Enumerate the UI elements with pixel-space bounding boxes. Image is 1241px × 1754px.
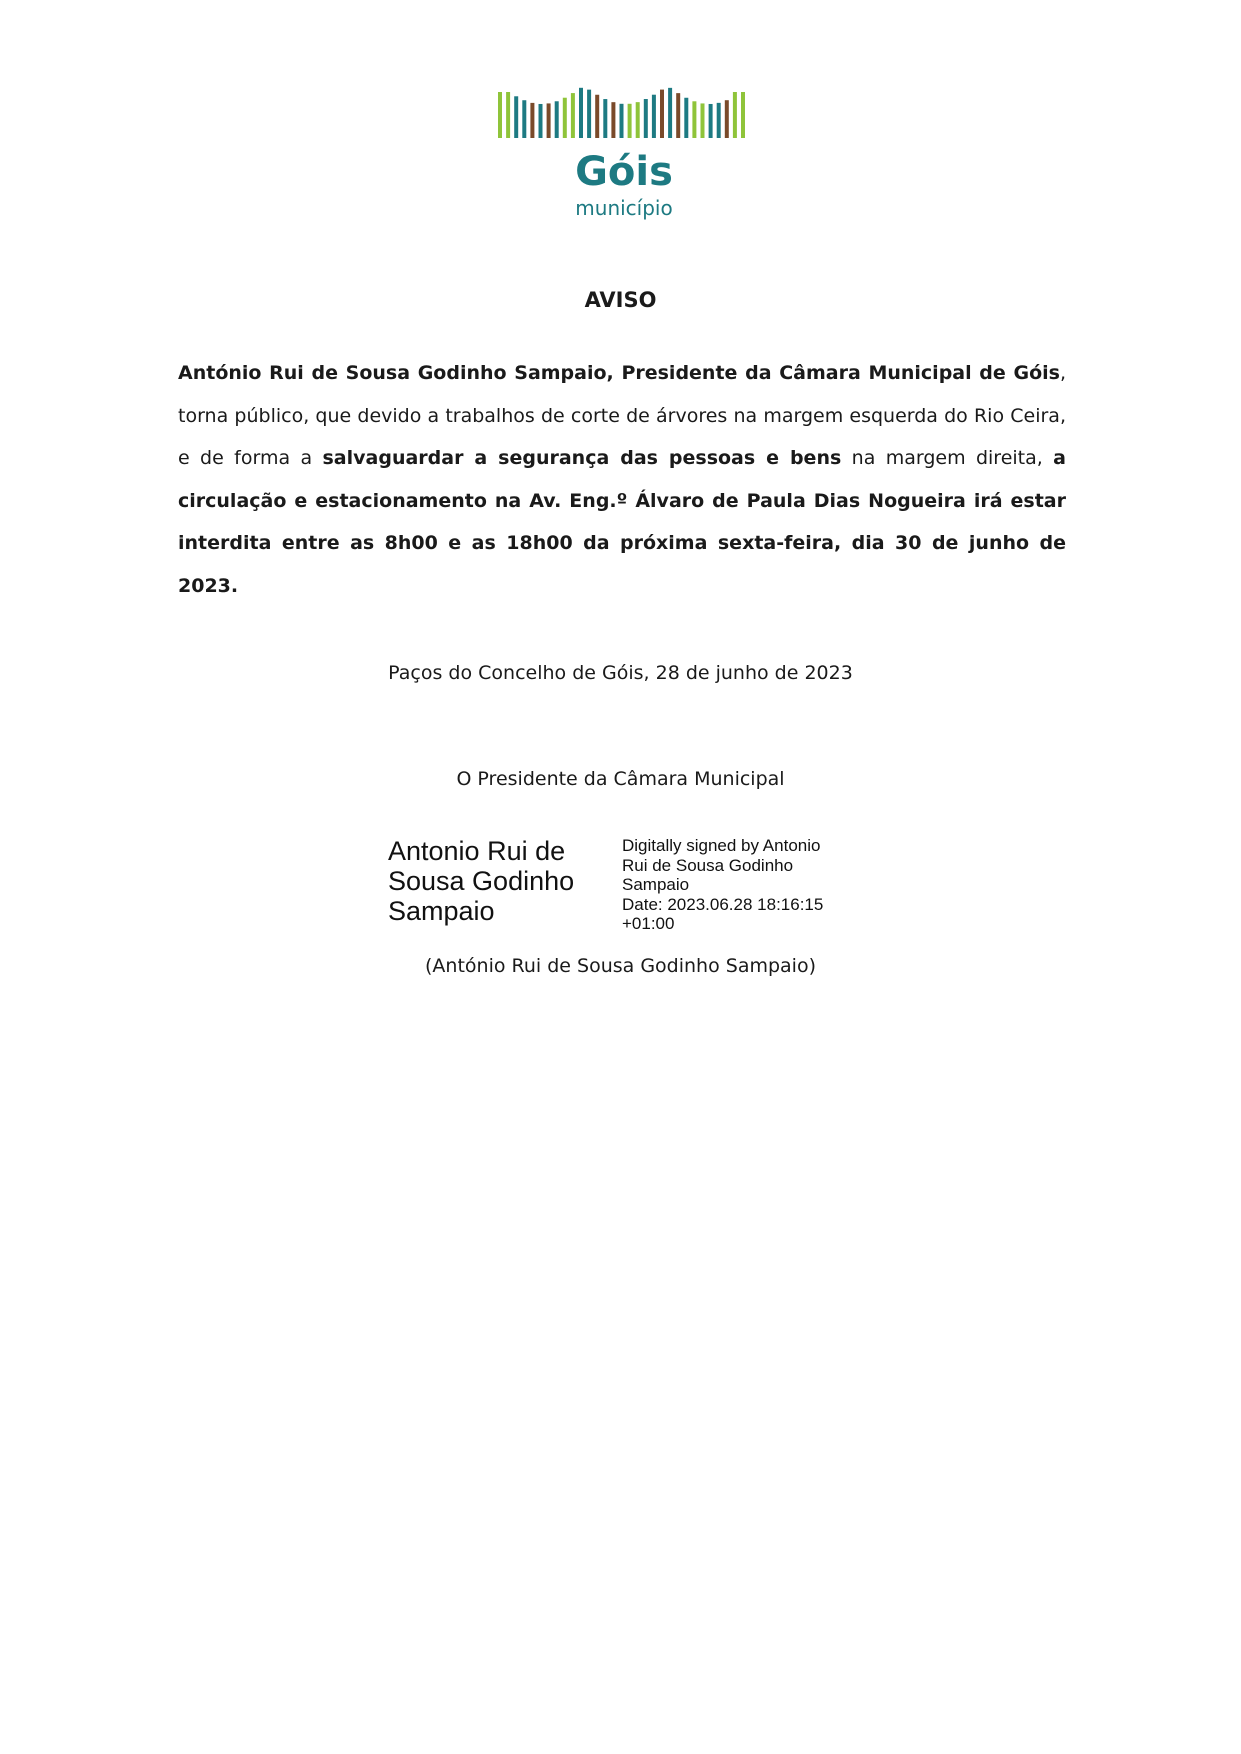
notice-purpose: salvaguardar a segurança das pessoas e bens [322, 447, 842, 469]
place-date: Paços do Concelho de Góis, 28 de junho de 2023 [388, 662, 853, 684]
logo-bar [514, 96, 518, 138]
notice-paragraph [178, 352, 1066, 607]
logo-bar [530, 103, 534, 138]
logo-subtitle: município [575, 196, 673, 220]
logo-bar [611, 102, 615, 138]
logo-bar [709, 104, 713, 138]
notice-text-2: na margem direita, [841, 447, 1054, 469]
logo-bar [660, 90, 664, 138]
logo-bar [652, 95, 656, 138]
logo-name: Góis [575, 149, 673, 195]
signature-detail-line: Rui de Sousa Godinho [622, 855, 794, 875]
signature-detail-line: Sampaio [622, 875, 690, 894]
logo-bar [676, 93, 680, 138]
logo-bar [547, 103, 551, 138]
logo-bar [587, 90, 591, 138]
signature-name [388, 836, 620, 926]
logo-bar [579, 88, 583, 138]
logo-bar [701, 103, 705, 138]
logo-bar [522, 100, 526, 138]
signer-name: (António Rui de Sousa Godinho Sampaio) [425, 955, 816, 977]
signature-name-line: Sampaio [388, 896, 495, 926]
logo-bar [668, 88, 672, 138]
logo-bar [620, 104, 624, 138]
notice-issuer: António Rui de Sousa Godinho Sampaio, Presidente da Câmara Municipal de Góis [178, 362, 1060, 384]
logo-bar [636, 102, 640, 138]
signer-role: O Presidente da Câmara Municipal [456, 768, 785, 790]
signature-detail-line: Date: 2023.06.28 18:16:15 [622, 894, 824, 914]
signature-detail-line: Digitally signed by Antonio [622, 836, 821, 855]
digital-signature [388, 836, 868, 936]
signature-detail-line: +01:00 [622, 914, 675, 933]
logo-bar [555, 101, 559, 138]
signature-name-line: Antonio Rui de [388, 836, 566, 866]
logo-bar [563, 98, 567, 138]
notice-restriction: a circulação e estacionamento na Av. Eng.º Álvaro de Paula Dias Nogueira irá estar interdita entre as 8h00 e as 18h00 da próxima sexta-feira, dia 30 de junho de 2023. [178, 447, 1066, 597]
logo-bar [741, 92, 745, 138]
logo-bar [498, 92, 502, 138]
logo-bar [692, 101, 696, 138]
signature-details [622, 836, 872, 934]
bridge-arches-icon [496, 82, 752, 142]
logo-bar [725, 100, 729, 138]
logo-bar [717, 103, 721, 138]
signature-name-line: Sousa Godinho [388, 866, 575, 896]
logo-bar [539, 104, 543, 138]
notice-text-1: , torna público, que devido a trabalhos de corte de árvores na margem esquerda do Rio Ceira, e de forma a [178, 362, 1066, 469]
logo-bar [644, 99, 648, 138]
logo-bar [628, 104, 632, 138]
municipality-logo [496, 82, 752, 222]
logo-bar [595, 95, 599, 138]
logo-bar [506, 92, 510, 138]
logo-bar [571, 93, 575, 138]
logo-bar [733, 92, 737, 138]
logo-bar [684, 98, 688, 138]
logo-bar [603, 99, 607, 138]
notice-heading: AVISO [584, 288, 657, 312]
